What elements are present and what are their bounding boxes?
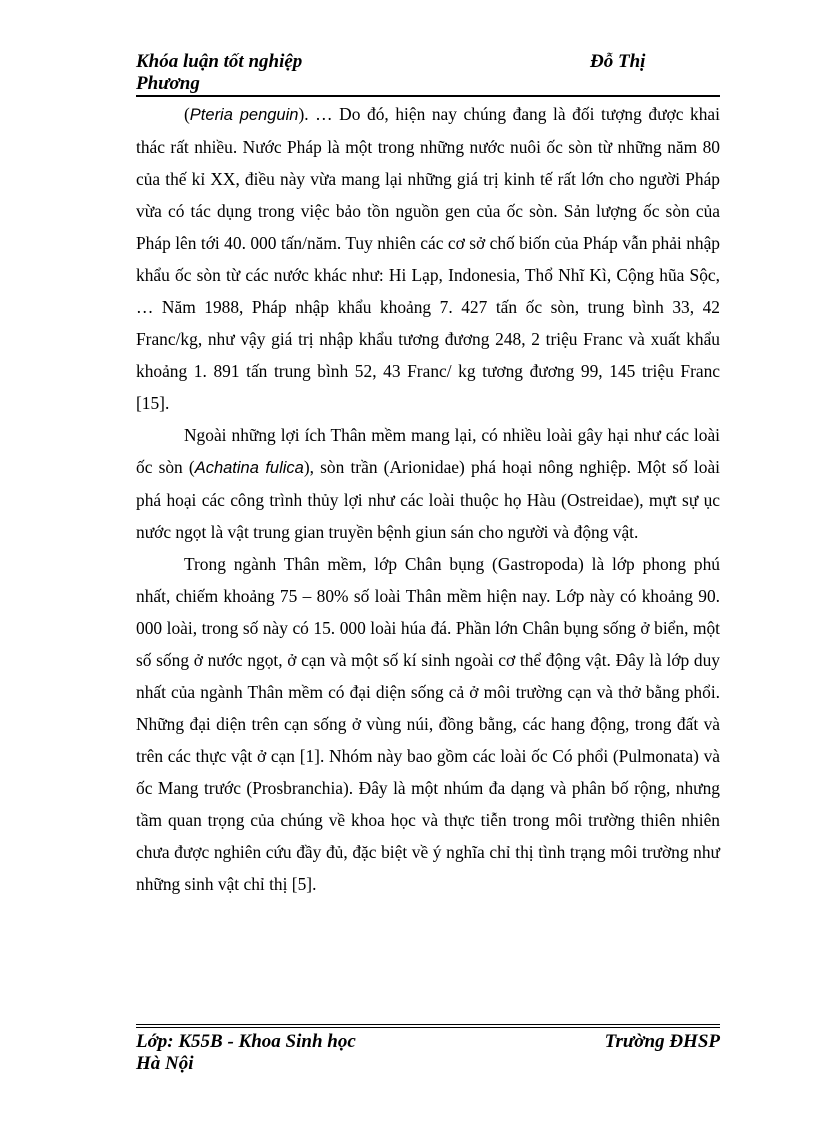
document-body: [136, 98, 720, 900]
header-author-name: Đỗ Thị: [590, 51, 646, 72]
footer-university: Trường ĐHSP: [604, 1031, 720, 1052]
paragraph-1-open: (: [184, 104, 190, 124]
paragraph-3: Trong ngành Thân mềm, lớp Chân bụng (Gastropoda) là lớp phong phú nhất, chiếm khoảng 75 – 80% số loài Thân mềm hiện nay. Lớp này có khoảng 90. 000 loài, trong số này có 15. 000 loài húa đá. Phần lớn Chân bụng sống ở biển, một số sống ở nước ngọt, ở cạn và một số kí sinh ngoài cơ thể động vật. Đây là lớp duy nhất của ngành Thân mềm có đại diện sống cả ở môi trường cạn và thở bằng phổi. Những đại diện trên cạn sống ở vùng núi, đồng bằng, các hang động, trong đất và trên các thực vật ở cạn [1]. Nhóm này bao gồm các loài ốc Có phổi (Pulmonata) và ốc Mang trước (Prosbranchia). Đây là một nhúm đa dạng và phân bố rộng, nhưng tầm quan trọng của chúng về khoa học và thực tiễn trong môi trường thiên nhiên chưa được nghiên cứu đầy đủ, đặc biệt về ý nghĩa chỉ thị tình trạng môi trường như những sinh vật chỉ thị [5].: [136, 554, 720, 894]
footer-rule-upper: [136, 1024, 720, 1025]
paragraph-2-pre: Ngoài những lợi ích Thân mềm mang lại, có nhiều loài gây hại như các loài ốc sòn (: [136, 425, 720, 477]
paragraph-1: [136, 98, 720, 419]
header-author-name-continued: Phương: [136, 73, 200, 94]
paragraph-1-text: ). … Do đó, hiện nay chúng đang là đối tượng được khai thác rất nhiều. Nước Pháp là một trong những nước nuôi ốc sòn từ những năm 80 của thế kỉ XX, điều này vừa mang lại những giá trị kinh tế rất lớn cho người Pháp vừa có tác dụng trong việc bảo tồn nguồn gen của ốc sòn. Sản lượng ốc sòn của Pháp lên tới 40. 000 tấn/năm. Tuy nhiên các cơ sở chố biốn của Pháp vẫn phải nhập khẩu ốc sòn từ các nước khác như: Hi Lạp, Indonesia, Thổ Nhĩ Kì, Cộng hũa Sộc, … Năm 1988, Pháp nhập khẩu khoảng 7. 427 tấn ốc sòn, trung bình 33, 42 Franc/kg, như vậy giá trị nhập khẩu tương đương 248, 2 triệu Franc và xuất khẩu khoảng 1. 891 tấn trung bình 52, 43 Franc/ kg tương đương 99, 145 triệu Franc [15].: [136, 104, 720, 413]
paragraph-2: [136, 419, 720, 548]
header-rule: [136, 95, 720, 97]
species-name-achatina: Achatina fulica: [194, 459, 304, 477]
paragraph-2-post: ), sòn trần (Arionidae) phá hoại nông nghiệp. Một số loài phá hoại các công trình thủy lợi như các loài thuộc họ Hàu (Ostreidae), mựt sự ục nước ngọt là vật trung gian truyền bệnh giun sán cho người và động vật.: [136, 457, 720, 542]
footer-city: Hà Nội: [136, 1053, 194, 1074]
header-thesis-title: Khóa luận tốt nghiệp: [136, 51, 303, 72]
species-name-pteria: Pteria penguin: [189, 106, 299, 124]
footer-class-department: Lớp: K55B - Khoa Sinh học: [136, 1031, 356, 1052]
footer-rule-lower: [136, 1027, 720, 1028]
